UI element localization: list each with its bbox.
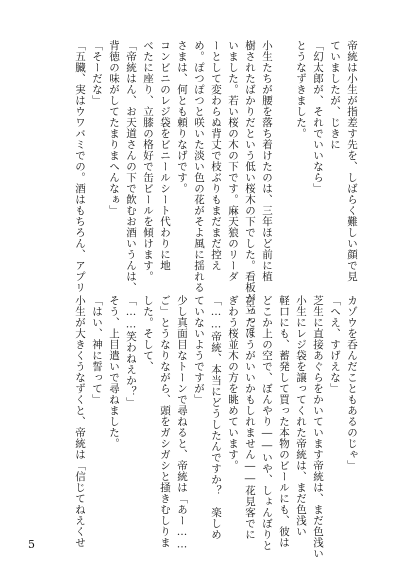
text-line: め。ぽつぽつと咲いた淡い色の花がそよ風に揺れる (193, 40, 205, 293)
text-line: した。そして、 (142, 295, 154, 372)
text-line: 「そーだな」 (91, 40, 103, 106)
text-line: そう、上目遣いで尋ねました。 (108, 295, 120, 449)
text-line: 小生にレジ袋を譲ってくれた帝統は、まだ色浅い (295, 295, 307, 537)
text-line: 「帝統はん、お天道さんの下で飲むお酒いうんは、 (125, 40, 137, 293)
text-line: コンビニのレジ袋をビニールシート代わりに地 (159, 40, 171, 271)
text-line: 「……笑わねえか？」 (125, 295, 137, 408)
text-line: 芝生に直接あぐらをかいています帝統は、まだ色浅い (312, 295, 324, 559)
text-line: 樹されたばかりだという低い桜木の下でした。看板が立って (244, 40, 256, 337)
text-line: 少し真面目なトーンで尋ねると、帝統は「あー…… (176, 295, 188, 551)
text-line: 背徳の味がしてたまりまへんなぁ」 (108, 40, 120, 216)
page-number: 5 (28, 538, 35, 551)
text-line: カゾウを呑んだこともあるのじゃ」 (346, 295, 358, 471)
text-line: 言ったほうがいいかもしれません――花見客でに (244, 295, 256, 540)
text-line: とうなずきました。 (295, 40, 307, 139)
text-line: 小生たちが腰を落ち着けたのは、三年ほど前に植 (261, 40, 273, 282)
text-line: 軽口にも、蓄発して買った本物のビールにも、彼は (278, 295, 290, 548)
text-line: 「幻太郎が、それでいいなら」 (312, 40, 324, 194)
text-line: 帝統は小生が指差す先を、しばらく難しい顔で見 (346, 40, 358, 282)
text-line: いました。若い桜の木の下です。麻天狼のリーダ (227, 40, 239, 282)
text-line: ていないようですが」 (193, 295, 205, 405)
text-line: どこか上の空で、ぼんやり――いや、しょんぼりと (261, 295, 273, 551)
text-line: 「……帝統、本当にどうしたんですか？ 楽しめ (210, 295, 222, 540)
text-line: べたに座り、立膝の格好で缶ビールを傾けます。 (142, 40, 154, 282)
text-line: ご」とうなりながら、頭をガシガシと掻きむしりま (159, 295, 171, 548)
text-line: ーとして変わらぬ背丈で枝ぶりもまだまだ控え (210, 40, 222, 271)
lower-text-block (38, 295, 360, 559)
text-line: 「五臓、実はウワバミでの。酒はもちろん、アプリ (74, 40, 86, 293)
text-line: さまは、何とも頼りなげです。 (176, 40, 188, 194)
text-line: ぎわう桜並木の方を眺めています。 (227, 295, 239, 471)
text-line: ていましたが、じきに (329, 40, 341, 150)
text-line: 「へえ、すげえな」 (329, 295, 341, 394)
text-line: 「はい、神に誓って」 (91, 295, 103, 405)
text-line: 小生が大きくうなずくと、帝統は「信じてねえくせ (74, 295, 86, 548)
